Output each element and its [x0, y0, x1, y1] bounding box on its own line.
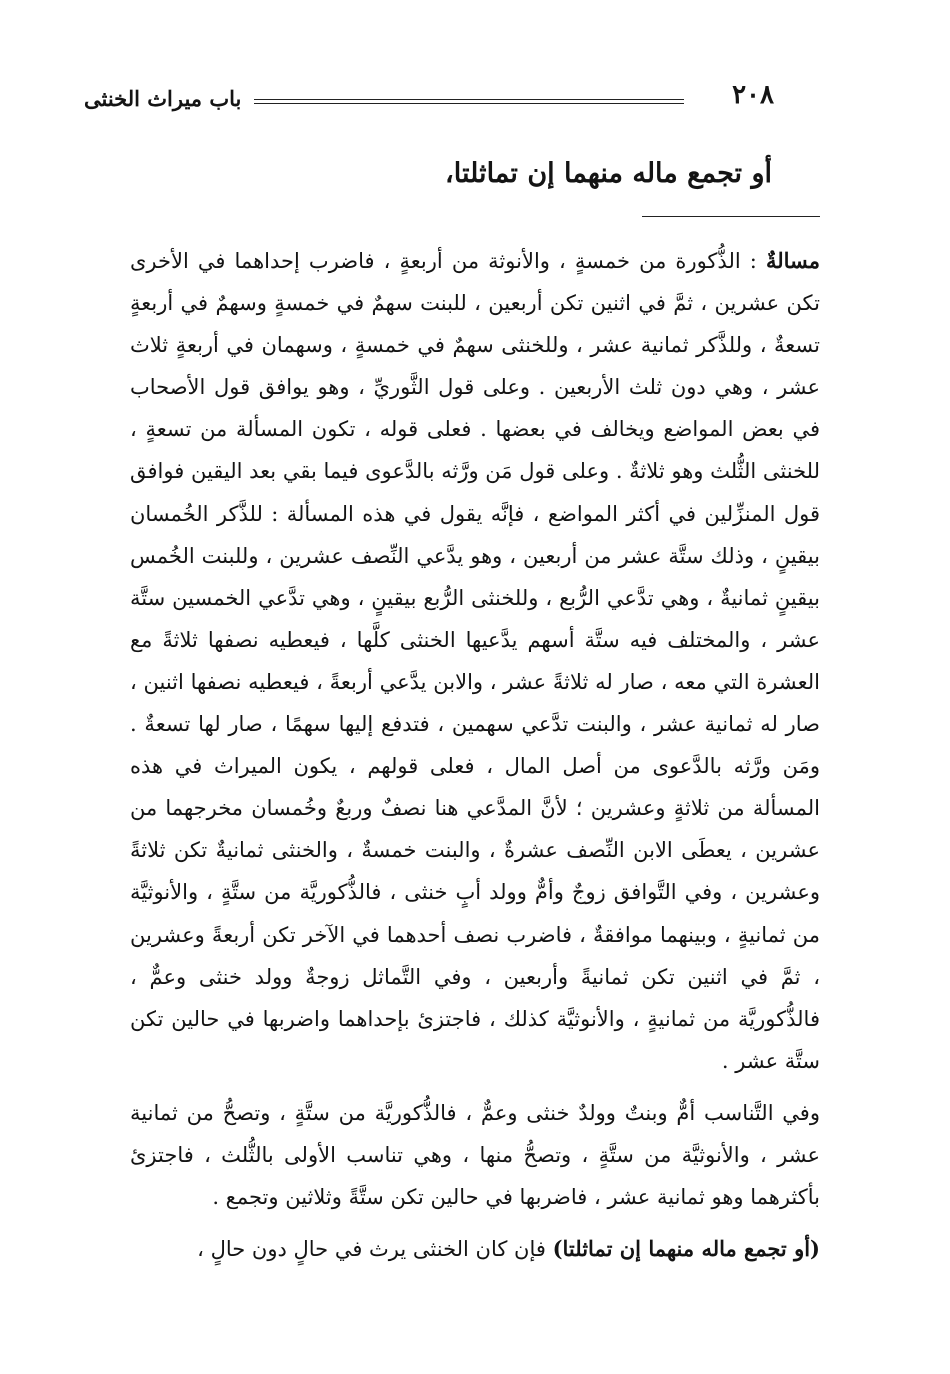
chapter-title: باب ميراث الخنثى — [84, 86, 242, 111]
paragraph-1 — [130, 240, 820, 1082]
running-header — [84, 76, 774, 116]
header-rule — [254, 99, 684, 100]
paragraph-3 — [130, 1228, 820, 1270]
section-heading: أو تجمع ماله منهما إن تماثلتا، — [445, 158, 772, 189]
paragraph-3-text: فإن كان الخنثى يرث في حالٍ دون حالٍ ، — [197, 1237, 553, 1262]
page-number: ٢٠٨ — [732, 80, 774, 110]
paragraph-2: وفي التَّناسب أمٌّ وبنتٌ وولدٌ خنثى وعمٌّ ، فالذُّكوريَّة من ستَّةٍ ، وتصحُّ من ثمانية عشر ، والأنوثيَّة من ستَّةٍ ، وتصحُّ منها ، وهي تناسب الأولى بالثُّلث ، فاجتزئ بأكثرهما وهو ثمانية عشر ، فاضربها في حالين تكن ستَّةً وثلاثين وتجمع . — [130, 1100, 820, 1210]
paragraph-1-text: : الذُّكورة من خمسةٍ ، والأنوثة من أربعةٍ ، فاضرب إحداهما في الأخرى تكن عشرين ، ثمَّ في اثنين تكن أربعين ، للبنت سهمٌ في خمسةٍ وسهمٌ في أربعةٍ تسعةٌ ، وللذَّكر ثمانية عشر ، وللخنثى سهمٌ في خمسةٍ ، وسهمان في أربعةٍ ثلاث عشر ، وهي دون ثلث الأربعين . وعلى قول الثَّوريِّ ، وهو يوافق قول الأصحاب في بعض المواضع ويخالف في بعضها . فعلى قوله ، تكون المسألة من تسعةٍ ، للخنثى الثُّلث وهو ثلاثةٌ . وعلى قول مَن ورَّثه بالدَّعوى فيما بقي بعد اليقين فوافق قول المنزِّلين في أكثر المواضع ، فإنَّه يقول في هذه المسألة : للذَّكر الخُمسان بيقينٍ ، وذلك ستَّة عشر من أربعين ، وهو يدَّعي النِّصف عشرين ، وللبنت الخُمس بيقينٍ ثمانيةٌ ، وهي تدَّعي الرُّبع ، وللخنثى الرُّبع بيقينٍ ، وهي تدَّعي الخمسين ستَّة عشر ، والمختلف فيه ستَّة أسهم يدَّعيها الخنثى كلَّها ، فيعطيه نصفها ثلاثةً مع العشرة التي معه ، صار له ثلاثةً عشر ، والابن يدَّعي أربعةً ، فيعطيه نصفها اثنين ، صار له ثمانية عشر ، والبنت تدَّعي سهمين ، فتدفع إليها سهمًا ، صار لها تسعةٌ . ومَن ورَّثه بالدَّعوى من أصل المال ، فعلى قولهم ، يكون الميراث في هذه المسألة من ثلاثةٍ وعشرين ؛ لأنَّ المدَّعي هنا نصفٌ وربعٌ وخُمسان مخرجهما من عشرين ، يعطَى الابن النِّصف عشرةٌ ، والبنت خمسةٌ ، والخنثى ثمانيةٌ تكن ثلاثةً وعشرين ، وفي التَّوافق زوجٌ وأمٌّ وولد أبٍ خنثى ، فالذُّكوريَّة من ستَّةٍ ، والأنوثيَّة من ثمانيةٍ ، وبينهما موافقةٌ ، فاضرب نصف أحدهما في الآخر تكن أربعةً وعشرين ، ثمَّ في اثنين تكن ثمانيةً وأربعين ، وفي التَّماثل زوجةٌ وولد خنثى وعمٌّ ، فالذُّكوريَّة من ثمانيةٍ ، والأنوثيَّة كذلك ، فاجتزئ بإحداهما واضربها في حالين تكن ستَّة عشر . — [130, 249, 820, 1073]
issue-label: مسالةٌ — [765, 248, 820, 273]
heading-rule — [642, 216, 820, 217]
quoted-matn: (أو تجمع ماله منهما إن تماثلتا) — [552, 1236, 820, 1262]
body-text — [130, 240, 820, 1270]
